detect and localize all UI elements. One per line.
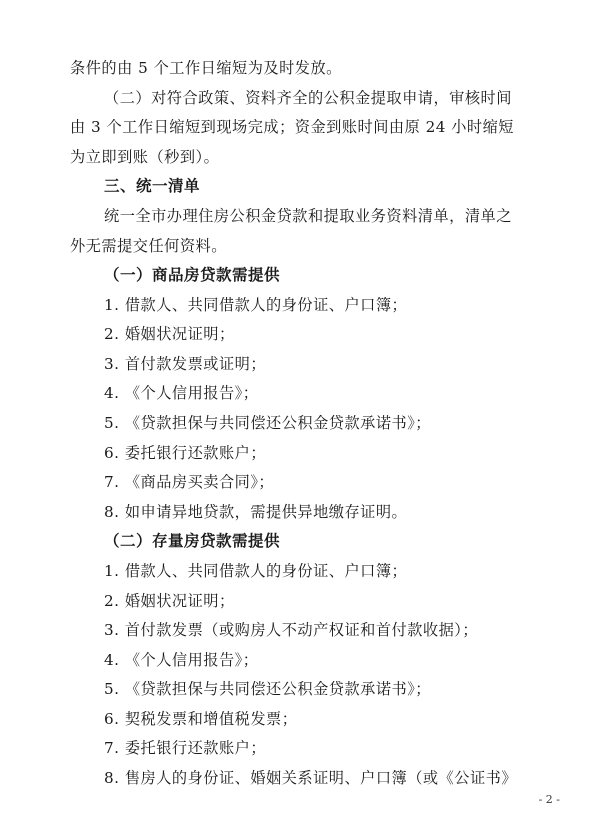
list-item: 2. 婚姻状况证明；: [104, 325, 235, 344]
section-heading: 三、统一清单: [104, 177, 201, 196]
paragraph-line: 外无需提交任何资料。: [70, 236, 227, 255]
subsection-heading: （二）存量房贷款需提供: [104, 531, 281, 551]
list-item: 4. 《个人信用报告》；: [104, 650, 259, 669]
list-item: 5. 《贷款担保与共同偿还公积金贷款承诺书》；: [104, 680, 431, 699]
list-item: 2. 婚姻状况证明；: [104, 591, 235, 610]
list-item: 6. 契税发票和增值税发票；: [104, 709, 298, 728]
list-item: 4. 《个人信用报告》；: [104, 384, 259, 403]
list-item: 1. 借款人、共同借款人的身份证、户口簿；: [104, 561, 408, 580]
list-item: 6. 委托银行还款账户；: [104, 443, 267, 462]
list-item: 8. 如申请异地贷款，需提供异地缴存证明。: [104, 502, 408, 521]
paragraph-line: 条件的由 5 个工作日缩短为及时发放。: [70, 59, 342, 77]
page-number: - 2 -: [538, 793, 560, 806]
paragraph-line: （二）对符合政策、资料齐全的公积金提取申请，审核时间: [104, 88, 512, 107]
paragraph-line: 统一全市办理住房公积金贷款和提取业务资料清单，清单之: [104, 206, 512, 225]
list-item: 8. 售房人的身份证、婚姻关系证明、户口簿（或《公证书》: [104, 769, 518, 787]
list-item: 5. 《贷款担保与共同偿还公积金贷款承诺书》；: [104, 414, 431, 432]
paragraph-line: 为立即到账（秒到）。: [70, 147, 220, 166]
subsection-heading: （一）商品房贷款需提供: [104, 265, 281, 285]
list-item: 7. 委托银行还款账户；: [104, 739, 267, 758]
list-item: 1. 借款人、共同借款人的身份证、户口簿；: [104, 295, 408, 314]
paragraph-line: 由 3 个工作日缩短到现场完成；资金到账时间由原 24 小时缩短: [70, 118, 514, 137]
list-item: 3. 首付款发票（或购房人不动产权证和首付款收据）；: [104, 621, 479, 640]
list-item: 3. 首付款发票或证明；: [104, 354, 267, 373]
list-item: 7. 《商品房买卖合同》；: [104, 473, 275, 492]
